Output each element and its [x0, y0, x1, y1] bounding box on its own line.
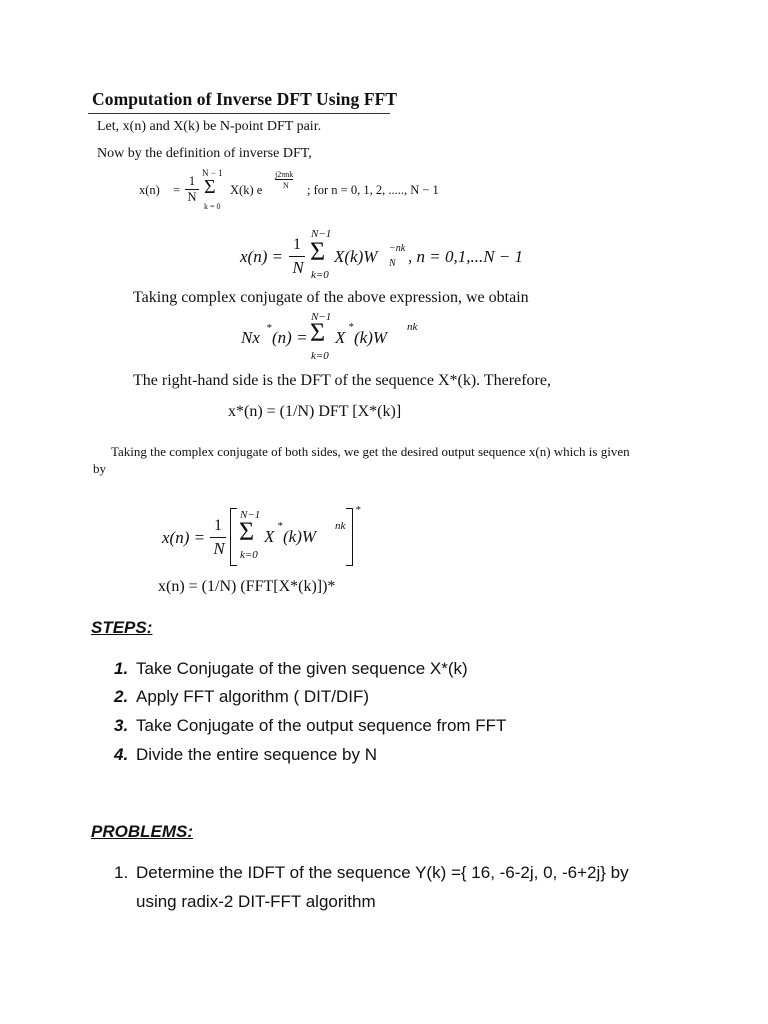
sigma-icon: Σ: [204, 176, 216, 198]
eq3-body-rest: (k)W: [354, 328, 388, 347]
eq2-frac-den: N: [292, 258, 304, 277]
idft-formula-1: [139, 168, 469, 214]
eq3-lhs-sup: *: [266, 322, 272, 334]
sigma-icon: Σ: [310, 318, 326, 347]
idft-formula-2: [240, 228, 540, 288]
rhs-text: The right-hand side is the DFT of the sequence X*(k). Therefore,: [133, 372, 551, 389]
eq1-exp: j2πnk: [275, 170, 294, 179]
list-item: [114, 716, 506, 736]
conjugate-formula: [241, 311, 441, 367]
definition-line: Now by the definition of inverse DFT,: [97, 146, 312, 161]
output-text-line2: by: [93, 461, 106, 476]
eq5-w-sup: nk: [335, 520, 346, 532]
list-item: [114, 745, 377, 765]
step-text: Apply FFT algorithm ( DIT/DIF): [136, 687, 369, 706]
step-number: 1.: [114, 659, 129, 678]
eq1-body: X(k) e: [230, 183, 263, 197]
eq5-frac-den: N: [213, 539, 225, 558]
list-item: [114, 687, 369, 707]
sigma-icon: Σ: [310, 237, 326, 266]
eq1-equals: =: [173, 183, 181, 197]
eq1-lhs: x(n): [139, 183, 160, 197]
intro-line: Let, x(n) and X(k) be N-point DFT pair.: [97, 119, 322, 134]
eq5-outer-sup: *: [355, 504, 361, 516]
output-formula: [162, 506, 362, 570]
sigma-icon: Σ: [239, 517, 255, 546]
eq5-frac-num: 1: [214, 517, 222, 534]
eq1-sum-bottom: k = 0: [204, 202, 221, 211]
eq3-sum-bottom: k=0: [311, 350, 329, 362]
conjugate-dft-formula: x*(n) = (1/N) DFT [X*(k)]: [228, 403, 402, 420]
problem-text-line1: Determine the IDFT of the sequence Y(k) ={ 16, -6-2j, 0, -6+2j} by: [136, 863, 629, 882]
eq3-sum-top: N−1: [311, 311, 332, 323]
eq2-body: X(k)W: [334, 247, 378, 266]
eq5-body-rest: (k)W: [283, 527, 317, 546]
problems-heading: PROBLEMS:: [91, 822, 193, 841]
step-text: Divide the entire sequence by N: [136, 745, 377, 764]
steps-heading: STEPS:: [91, 618, 153, 637]
eq2-sum-bottom: k=0: [311, 269, 329, 281]
eq3-w-sup: nk: [407, 321, 418, 333]
step-text: Take Conjugate of the given sequence X*(k): [136, 659, 468, 678]
eq2-sum-top: N−1: [311, 228, 332, 240]
eq5-body: X: [264, 527, 275, 546]
eq2-lhs: x(n) =: [240, 247, 284, 266]
eq2-sup: −nk: [389, 243, 406, 254]
problem-item: [114, 863, 629, 883]
step-number: 4.: [114, 745, 129, 764]
eq2-frac-bar: [289, 256, 305, 257]
output-text-line1: Taking the complex conjugate of both sides, we get the desired output sequence x(n) which is given: [111, 444, 630, 459]
problem-number: 1.: [114, 863, 129, 882]
eq5-sum-top: N−1: [240, 509, 261, 521]
eq1-frac-den: N: [187, 190, 197, 204]
conjugate-text: Taking complex conjugate of the above expression, we obtain: [133, 289, 529, 306]
step-text: Take Conjugate of the output sequence from FFT: [136, 716, 507, 735]
eq1-sum-top: N − 1: [202, 168, 223, 178]
eq5-lhs: x(n) =: [162, 528, 206, 547]
step-number: 3.: [114, 716, 129, 735]
eq5-sum-bottom: k=0: [240, 549, 258, 561]
heading-underline: [88, 113, 390, 114]
eq5-frac-bar: [210, 537, 226, 538]
step-number: 2.: [114, 687, 129, 706]
eq2-condition: , n = 0,1,...N − 1: [408, 247, 524, 266]
fft-inverse-formula: x(n) = (1/N) (FFT[X*(k)])*: [158, 578, 336, 595]
eq3-body: X: [335, 328, 346, 347]
list-item: [114, 659, 468, 679]
problem-text-line2: using radix-2 DIT-FFT algorithm: [136, 892, 376, 911]
right-bracket-icon: [346, 508, 353, 566]
eq1-condition: ; for n = 0, 1, 2, ....., N − 1: [307, 183, 439, 197]
eq2-frac-num: 1: [293, 236, 301, 253]
eq3-lhs: Nx: [241, 328, 260, 347]
eq1-exp-den: N: [283, 181, 289, 190]
eq3-lhs-rest: (n) =: [272, 328, 308, 347]
eq3-body-sup: *: [348, 321, 354, 333]
eq2-sub: N: [389, 258, 396, 269]
eq5-body-sup: *: [277, 520, 283, 532]
section-heading: Computation of Inverse DFT Using FFT: [92, 89, 398, 109]
eq1-frac-num: 1: [188, 174, 196, 188]
left-bracket-icon: [230, 508, 237, 566]
